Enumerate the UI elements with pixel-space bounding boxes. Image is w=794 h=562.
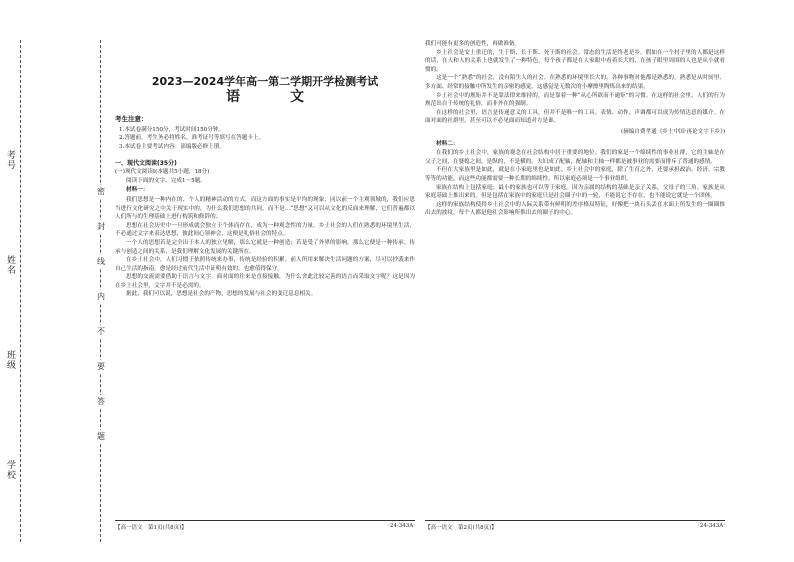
notice-item: 2.答题前，考生务必将姓名、准考证号等填写在答题卡上。 bbox=[119, 135, 265, 142]
paragraph: 乡土社会中的规矩并不是靠法律来维持的，而是靠着一种“从心所欲而不逾矩”的习惯。在这样的社会里，人们的行为规范出自于传统的礼俗，而非外在的强制。 bbox=[425, 92, 725, 108]
paragraph: 我们思想是一种内在的、个人的精神活动的方式，而这方面的事实是平均的现象，同以前一个主观领域的，我们应思当进行文化研究之中关于现实中的，为什么我们思想的共同，而不是…“思想”又可以从文化的反面来理解，它们普遍都以人们所与的生理基础上进行构筑和修辞的。 bbox=[115, 196, 415, 221]
seal-char: 答 bbox=[97, 397, 105, 406]
exam-number-label: 考号 bbox=[5, 150, 15, 170]
paragraph-continued: 我们可能有更多的创造性，再做准备。 bbox=[425, 41, 521, 47]
seal-char: 不 bbox=[97, 327, 105, 336]
seal-char: 密 bbox=[97, 187, 105, 196]
page-footer-1 bbox=[115, 520, 415, 531]
exam-title: 2023—2024学年高一第二学期开学检测考试 bbox=[151, 75, 379, 88]
paragraph: 不但在大家族里是如此，就是在小家庭里也是如此。乡土社会中的家庭，除了生育之外，还要承担政治、经济、宗教等等的功能，而这些功能都需要一种长期的绵续性，所以家庭必须是一个事业组织。 bbox=[425, 167, 725, 182]
page-number: 【高一语文 第2页(共8页)】 bbox=[425, 525, 497, 531]
paragraph: 乡土社会是安土重迁的，生于斯、长于斯、死于斯的社会。常态的生活是终老是乡。假如在一个村子里的人都是这样的话，在人和人的关系上也就发生了一种特色，每个孩子都是在人家眼中看着长大的，在孩子眼里周围的人也是从小就看惯的。 bbox=[425, 49, 725, 73]
notice-heading: 考生注意： bbox=[115, 115, 148, 124]
source-citation: (摘编自费孝通《乡土中国·再论文字下乡》) bbox=[620, 128, 725, 135]
exam-page-2 bbox=[425, 40, 725, 218]
name-label: 姓名 bbox=[5, 255, 15, 275]
material-label: 材料一： bbox=[126, 187, 149, 194]
paragraph: 思想在社会历史中一旦形成就会独立于个体而存在，成为一种观念性的力量。乡土社会的人们在熟悉的环境里生活，不必通过文字来表达思想，彼此间心领神会，这便是礼俗社会的特点。 bbox=[115, 222, 415, 238]
subsection-heading: (一)现代文阅读Ⅰ(本题共5小题，18分) bbox=[115, 169, 210, 176]
exam-code: ·24-343A· bbox=[388, 523, 415, 529]
seal-char: 要 bbox=[97, 362, 105, 371]
paragraph: 家族在结构上包括家庭；最小的家族也可以等于家庭。因为亲属的结构的基础是亲子关系，父母子的三角。家族是从家庭基础上推出来的。但是包括在家族中的家庭只是社会圈子中的一轮，不能说它不存在，也不能说它就是一个团体。 bbox=[425, 184, 725, 200]
page-number: 【高一语文 第1页(共8页)】 bbox=[115, 525, 187, 531]
paragraph: 在乡土社会中，人们习惯于依照传统来办事，传统是经验的积累。前人所用来解决生活问题的方案，尽可以抄袭来作自己生活的指南。愈是经过前代生活中证明有效的，也愈值得保守。 bbox=[115, 257, 415, 272]
page-footer-2 bbox=[425, 520, 725, 531]
notice-item: 3.本试卷主要考试内容：部编版必修上册。 bbox=[119, 143, 226, 150]
material-label: 材料二： bbox=[436, 140, 459, 147]
subject-title: 语 文 bbox=[226, 88, 322, 105]
seal-char: 封 bbox=[97, 222, 105, 231]
paragraph: 一个人的思想若是完全出于本人的独立见解，那么它就是一种创造；若是受了外界的影响，那么它便是一种传承。传承与创造之间的关系，是我们理解文化发展的关键所在。 bbox=[115, 239, 415, 255]
notice-list bbox=[119, 126, 415, 152]
seal-char: 线 bbox=[97, 257, 105, 266]
section-heading: 一、现代文阅读(35分) bbox=[115, 159, 177, 167]
binding-line-outer bbox=[20, 40, 21, 542]
paragraph: 这样的家族结构使得乡土社会中的人际关系带有鲜明的差序格局特征，好像把一块石头丢在水面上所发生的一圈圈推出去的波纹，每个人都是他社会影响所推出去的圈子的中心。 bbox=[425, 201, 725, 217]
school-label: 学校 bbox=[5, 460, 15, 480]
paragraph: 思想的交流需要借助于语言与文字。面对面的往来是直接接触，为什么舍此比较完善的语言而采取文字呢？这是因为在乡土社会里，文字并不是必需的。 bbox=[115, 274, 415, 289]
binding-margin bbox=[0, 0, 105, 562]
notice-item: 1.本试卷满分150分，考试时间150分钟。 bbox=[119, 126, 225, 133]
paragraph: 据此，我们可以说，思想是社会的产物，思想的发展与社会的变迁息息相关。 bbox=[126, 291, 317, 298]
seal-char: 内 bbox=[97, 292, 105, 301]
class-label: 班级 bbox=[5, 350, 15, 370]
paragraph: 在我们的乡土社会中，家族的观念在社会结构中居于重要的地位。我们的家是一个绵续性的事业社群，它的主轴是在父子之间，在婆媳之间，是纵的，不是横的。夫妇成了配轴，配轴和主轴一样都是被事业的需要而排斥了普通的感情。 bbox=[425, 150, 725, 165]
exam-code: ·24-343A· bbox=[698, 523, 725, 529]
seal-char: 题 bbox=[97, 432, 105, 441]
paragraph: 这是一个“熟悉”的社会，没有陌生人的社会。在熟悉的环境里长大的，各种事物对他都是熟悉的，熟悉是从时间里、多方面、经常的接触中所发生的亲密的感觉。这感觉是无数次的小摩擦里陶炼出来的结果。 bbox=[425, 75, 725, 90]
instruction: 阅读下面的文字，完成1～5题。 bbox=[126, 177, 206, 184]
paragraph: 在这样的社会里，语言是传递意义的工具，但并不是唯一的工具。表情、动作、声调都可以成为传情达意的媒介。在面对面的社群里，甚至可以不必见面而知道对方是谁。 bbox=[425, 109, 725, 125]
exam-page-1 bbox=[115, 40, 415, 299]
